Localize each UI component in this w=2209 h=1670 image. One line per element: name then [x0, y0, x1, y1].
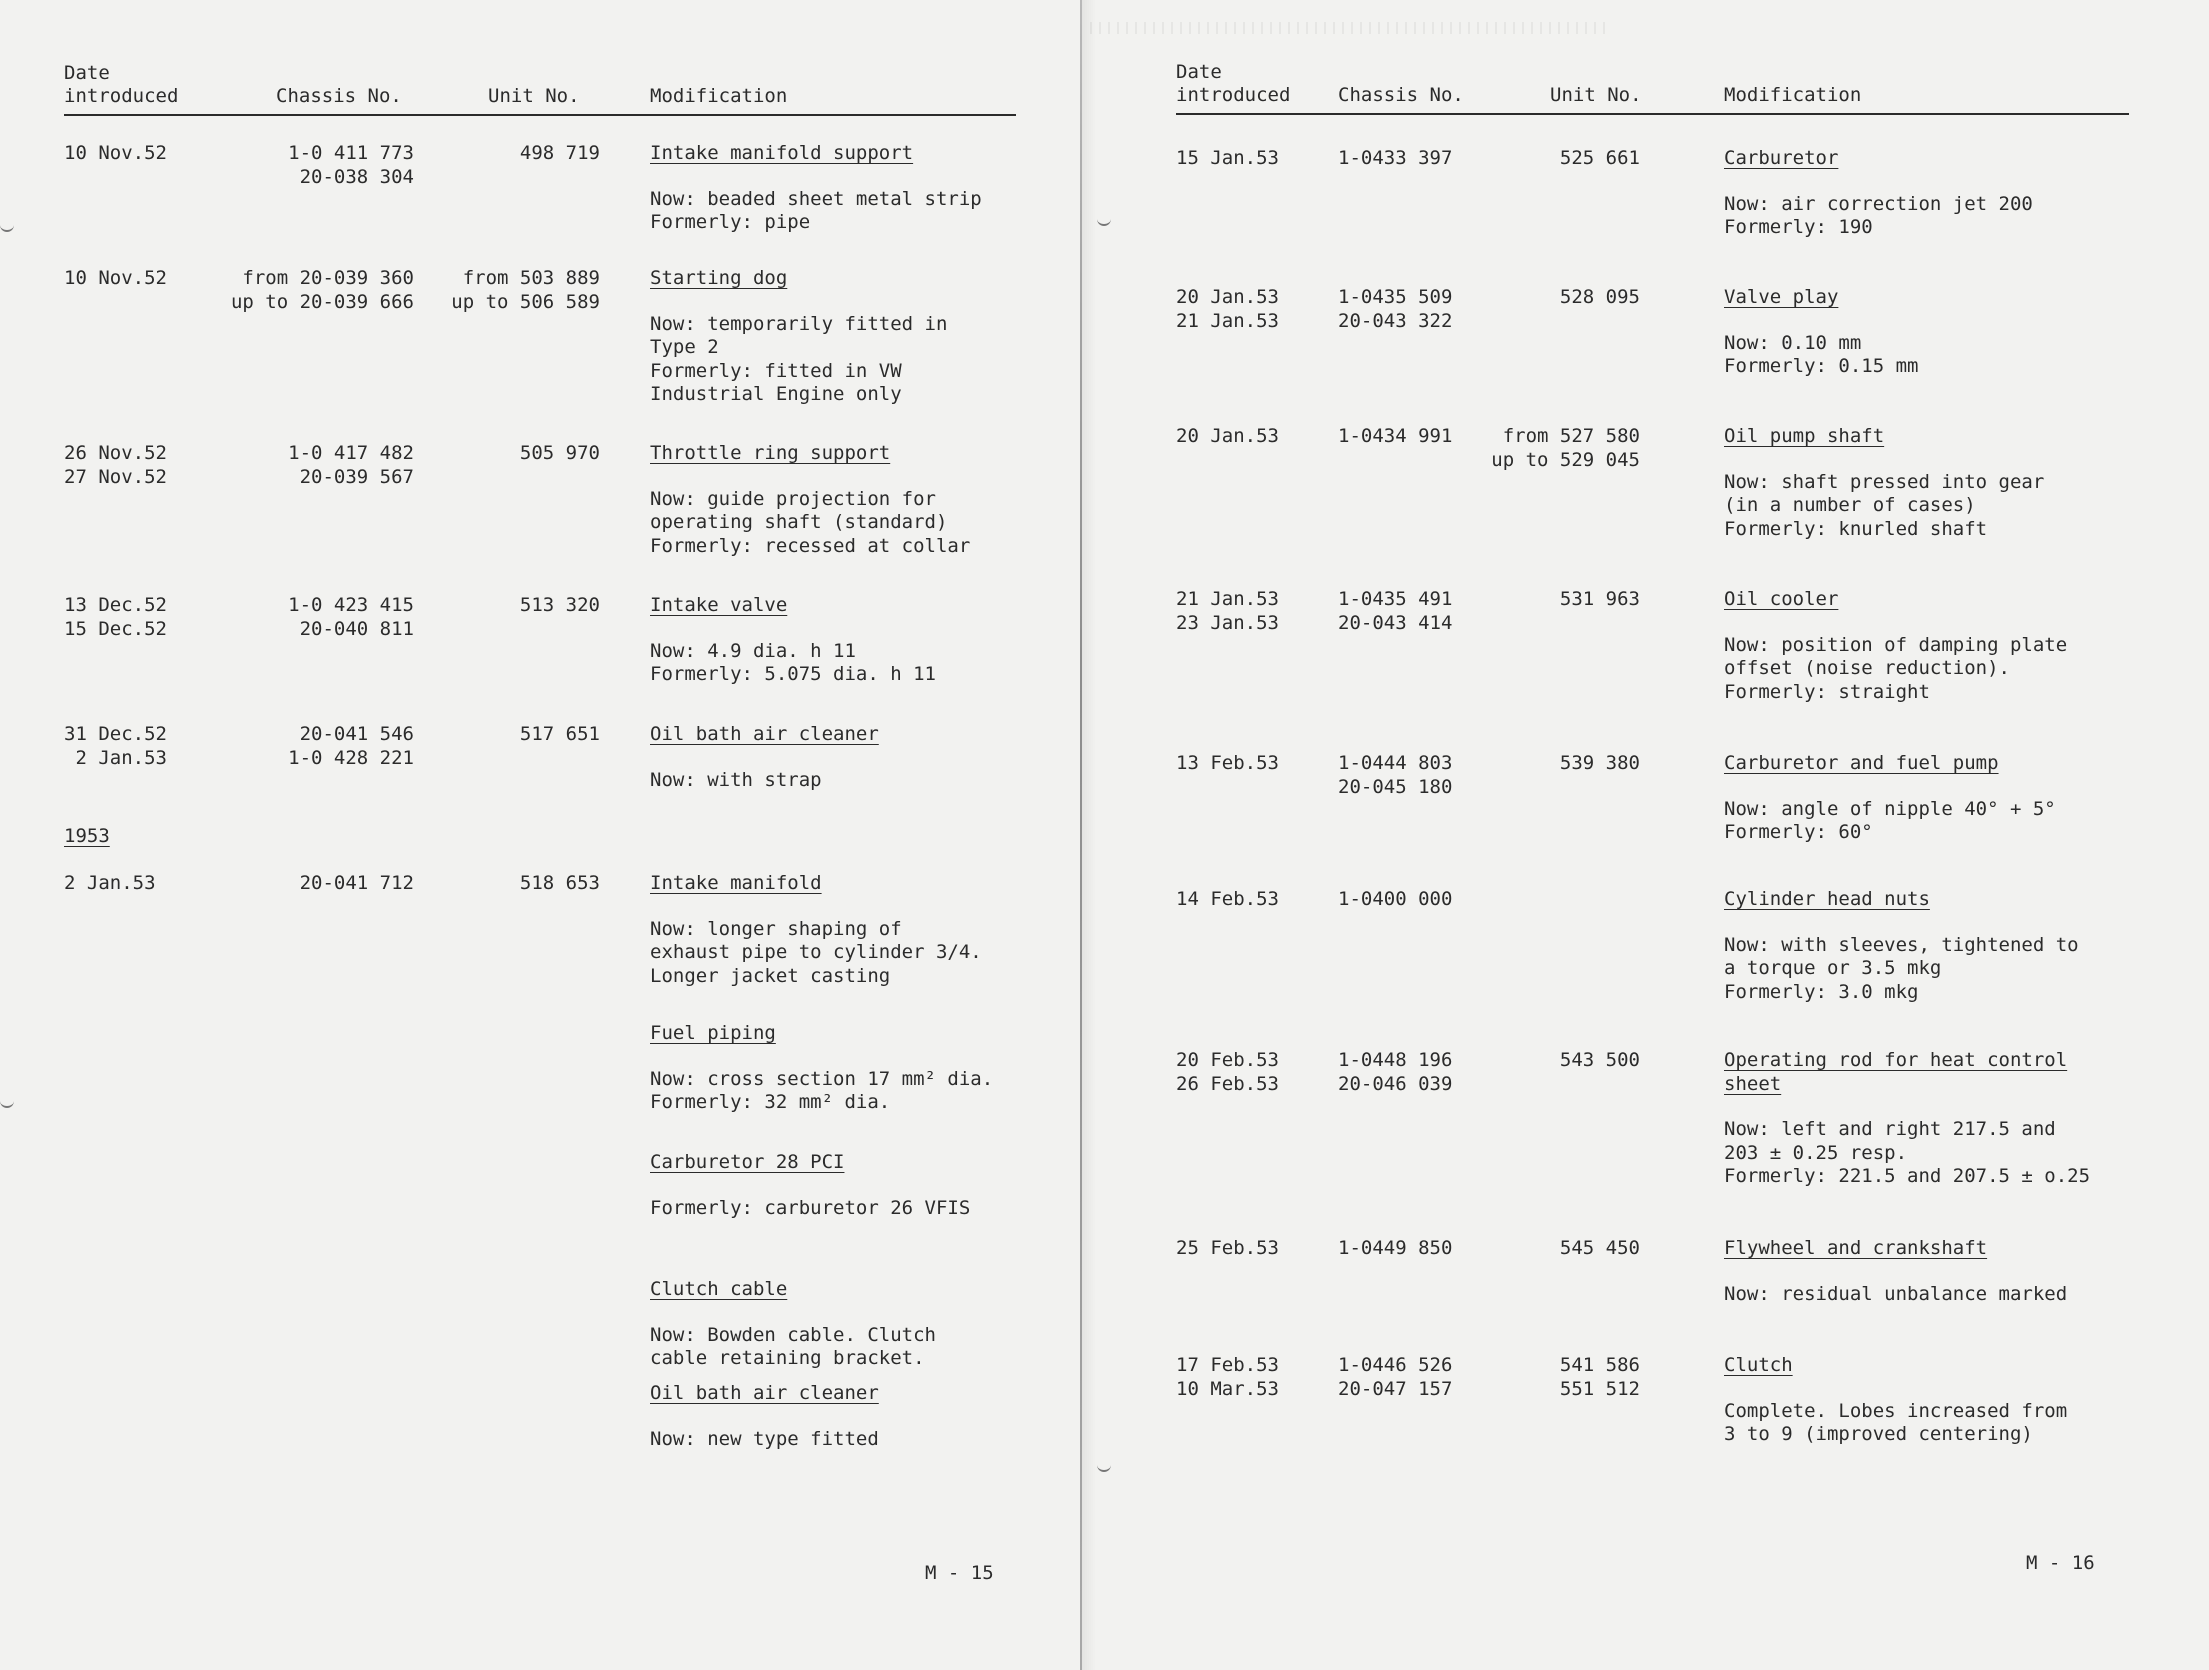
modification-cell [650, 1278, 936, 1371]
modification-cell [650, 594, 936, 687]
date-cell: 25 Feb.53 [1176, 1237, 1279, 1259]
modification-title: Flywheel and crankshaft [1724, 1237, 1988, 1259]
modification-body: Now: residual unbalance marked [1724, 1282, 2068, 1305]
date-cell: 26 Nov.52 27 Nov.52 [64, 442, 167, 488]
header-unit: Unit No. [488, 85, 580, 107]
chassis-cell: 1-0 411 773 20-038 304 [288, 142, 414, 188]
chassis-cell: 1-0 423 415 20-040 811 [288, 594, 414, 640]
modification-cell [1724, 1237, 2067, 1306]
chassis-cell: 1-0448 196 20-046 039 [1338, 1049, 1453, 1095]
header-date: Date introduced [64, 62, 179, 107]
page-number: M - 16 [2026, 1552, 2095, 1574]
date-cell: 10 Nov.52 [64, 142, 167, 164]
modification-body: Now: new type fitted [650, 1427, 879, 1450]
modification-cell [1724, 425, 2044, 541]
date-cell: 31 Dec.52 2 Jan.53 [64, 723, 167, 769]
modification-title: Oil cooler [1724, 588, 1839, 610]
unit-cell: from 527 580 up to 529 045 [1491, 425, 1640, 471]
margin-mark [1097, 216, 1111, 226]
modification-cell [1724, 147, 2033, 240]
unit-cell: 517 651 [519, 723, 600, 745]
modification-cell [1724, 1354, 2067, 1447]
chassis-cell: 1-0449 850 [1338, 1237, 1453, 1259]
modification-body: Now: position of damping plate offset (noise reduction). Formerly: straight [1724, 633, 2068, 703]
modification-cell [650, 1022, 993, 1115]
chassis-cell: 20-041 546 1-0 428 221 [288, 723, 414, 769]
modification-title: Carburetor 28 PCI [650, 1151, 845, 1173]
modification-title: Operating rod for heat control sheet [1724, 1049, 2068, 1095]
modification-body: Complete. Lobes increased from 3 to 9 (improved centering) [1724, 1399, 2068, 1445]
chassis-cell: 1-0446 526 20-047 157 [1338, 1354, 1453, 1400]
modification-cell [650, 723, 879, 792]
date-cell: 13 Feb.53 [1176, 752, 1279, 774]
modification-cell [1724, 286, 1918, 379]
date-cell: 20 Feb.53 26 Feb.53 [1176, 1049, 1279, 1095]
modification-title: Throttle ring support [650, 442, 891, 464]
modification-body: Now: temporarily fitted in Type 2 Formerly: fitted in VW Industrial Engine only [650, 312, 948, 405]
date-cell: 20 Jan.53 21 Jan.53 [1176, 286, 1279, 332]
unit-cell: 539 380 [1559, 752, 1640, 774]
header-modification: Modification [1724, 84, 1862, 106]
page-number: M - 15 [925, 1562, 994, 1584]
modification-cell [650, 1151, 970, 1220]
margin-mark [0, 1098, 14, 1108]
modification-cell [1724, 888, 2079, 1004]
date-cell: 21 Jan.53 23 Jan.53 [1176, 588, 1279, 634]
modification-body: Now: with strap [650, 768, 822, 791]
modification-body: Now: beaded sheet metal strip Formerly: pipe [650, 187, 982, 233]
modification-title: Intake manifold support [650, 142, 914, 164]
date-cell: 17 Feb.53 10 Mar.53 [1176, 1354, 1279, 1400]
modification-body: Now: cross section 17 mm² dia. Formerly: 32 mm² dia. [650, 1067, 994, 1113]
modification-cell [1724, 588, 2067, 704]
modification-cell [1724, 752, 2056, 845]
date-cell: 13 Dec.52 15 Dec.52 [64, 594, 167, 640]
modification-body: Now: angle of nipple 40° + 5° Formerly: 60° [1724, 797, 2056, 843]
modification-title: Intake valve [650, 594, 788, 616]
unit-cell: 518 653 [519, 872, 600, 894]
date-cell: 14 Feb.53 [1176, 888, 1279, 910]
modification-cell [650, 872, 982, 988]
margin-mark [0, 222, 14, 232]
margin-mark [1097, 1462, 1111, 1472]
unit-cell: 525 661 [1559, 147, 1640, 169]
modification-cell [650, 1382, 879, 1451]
page-right [1082, 0, 2209, 1670]
modification-body: Now: longer shaping of exhaust pipe to cylinder 3/4. Longer jacket casting [650, 917, 982, 987]
modification-body: Now: shaft pressed into gear (in a number of cases) Formerly: knurled shaft [1724, 470, 2045, 540]
modification-title: Oil bath air cleaner [650, 723, 879, 745]
table-header [1176, 55, 2129, 115]
chassis-cell: 1-0400 000 [1338, 888, 1453, 910]
unit-cell: 531 963 [1559, 588, 1640, 610]
date-cell: 10 Nov.52 [64, 267, 167, 289]
chassis-cell: 1-0 417 482 20-039 567 [288, 442, 414, 488]
modification-body: Now: air correction jet 200 Formerly: 190 [1724, 192, 2033, 238]
modification-body: Formerly: carburetor 26 VFIS [650, 1196, 971, 1219]
modification-title: Carburetor and fuel pump [1724, 752, 1999, 774]
modification-cell [1724, 1049, 2090, 1189]
modification-body: Now: 0.10 mm Formerly: 0.15 mm [1724, 331, 1919, 377]
modification-body: Now: guide projection for operating shaft (standard) Formerly: recessed at collar [650, 487, 971, 557]
modification-title: Cylinder head nuts [1724, 888, 1930, 910]
year-label: 1953 [64, 825, 110, 847]
chassis-cell: from 20-039 360 up to 20-039 666 [230, 267, 414, 313]
date-cell: 2 Jan.53 [64, 872, 156, 894]
modification-cell [650, 442, 970, 558]
header-modification: Modification [650, 85, 788, 107]
unit-cell: 513 320 [519, 594, 600, 616]
modification-title: Intake manifold [650, 872, 822, 894]
modification-title: Starting dog [650, 267, 788, 289]
modification-title: Fuel piping [650, 1022, 776, 1044]
header-date: Date introduced [1176, 61, 1291, 106]
modification-cell [650, 142, 982, 235]
chassis-cell: 1-0444 803 20-045 180 [1338, 752, 1453, 798]
chassis-cell: 1-0435 491 20-043 414 [1338, 588, 1453, 634]
chassis-cell: 1-0434 991 [1338, 425, 1453, 447]
modification-title: Oil bath air cleaner [650, 1382, 879, 1404]
unit-cell: 505 970 [519, 442, 600, 464]
unit-cell: 541 586 551 512 [1559, 1354, 1640, 1400]
header-chassis: Chassis No. [1338, 84, 1464, 106]
chassis-cell: 1-0433 397 [1338, 147, 1453, 169]
modification-title: Clutch [1724, 1354, 1793, 1376]
unit-cell: 543 500 [1559, 1049, 1640, 1071]
modification-title: Valve play [1724, 286, 1839, 308]
date-cell: 20 Jan.53 [1176, 425, 1279, 447]
modification-body: Now: Bowden cable. Clutch cable retaining bracket. [650, 1323, 936, 1369]
chassis-cell: 20-041 712 [288, 872, 414, 894]
page-left [0, 0, 1082, 1670]
header-unit: Unit No. [1550, 84, 1642, 106]
modification-title: Clutch cable [650, 1278, 788, 1300]
unit-cell: 528 095 [1559, 286, 1640, 308]
modification-title: Carburetor [1724, 147, 1839, 169]
modification-body: Now: with sleeves, tightened to a torque or 3.5 mkg Formerly: 3.0 mkg [1724, 933, 2079, 1003]
table-header [64, 56, 1016, 116]
unit-cell: 498 719 [519, 142, 600, 164]
modification-cell [650, 267, 947, 407]
unit-cell: from 503 889 up to 506 589 [451, 267, 600, 313]
modification-body: Now: 4.9 dia. h 11 Formerly: 5.075 dia. h 11 [650, 639, 936, 685]
chassis-cell: 1-0435 509 20-043 322 [1338, 286, 1453, 332]
modification-body: Now: left and right 217.5 and 203 ± 0.25 resp. Formerly: 221.5 and 207.5 ± o.25 [1724, 1118, 2091, 1187]
date-cell: 15 Jan.53 [1176, 147, 1279, 169]
header-chassis: Chassis No. [276, 85, 402, 107]
modification-title: Oil pump shaft [1724, 425, 1885, 447]
unit-cell: 545 450 [1559, 1237, 1640, 1259]
